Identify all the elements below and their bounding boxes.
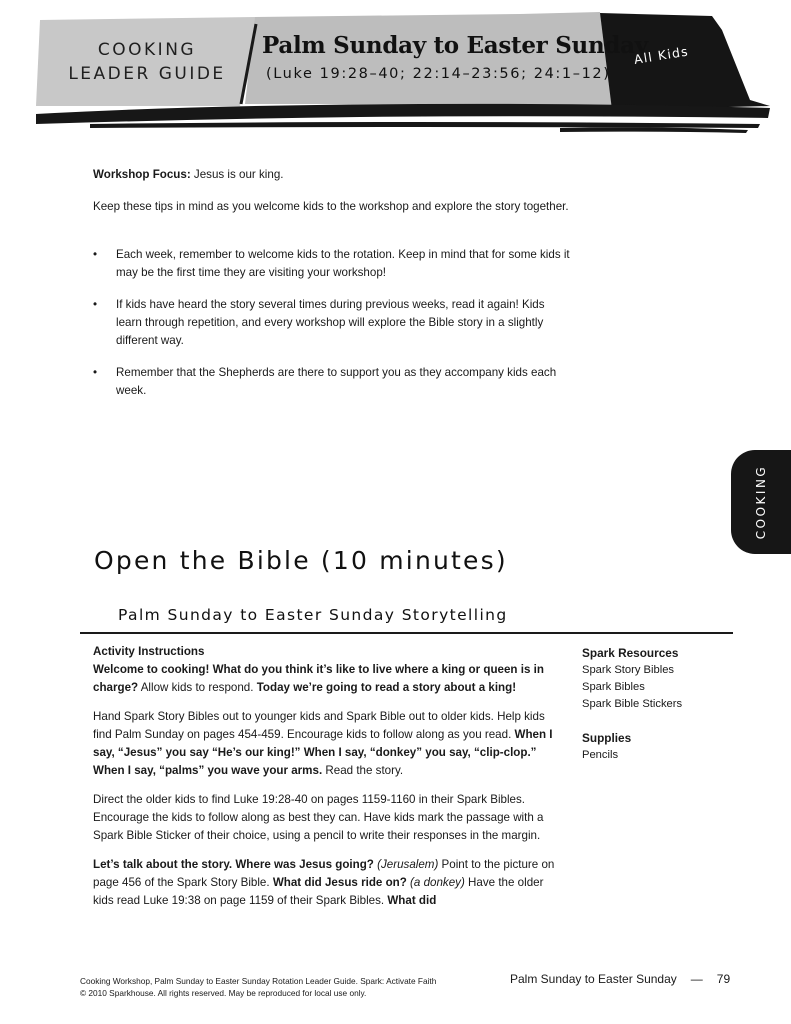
lesson-scripture-reference: (Luke 19:28–40; 22:14–23:56; 24:1–12): [266, 66, 611, 82]
activity-paragraph-3: Direct the older kids to find Luke 19:28-40 on pages 1159-1160 in their Spark Bibles. Encourage the kids to follow along as best they can. Have kids mark the passage with a Spark Bible Sticker of their choice, using a pencil to write their responses in the margin.: [93, 793, 544, 842]
subsection-title: Palm Sunday to Easter Sunday Storytelling: [118, 606, 508, 624]
guide-title: [62, 38, 232, 86]
section-divider: [80, 632, 733, 634]
activity-p1-text: Allow kids to respond.: [138, 681, 257, 694]
side-tab-label: COOKING: [754, 464, 768, 540]
section-title: Open the Bible (10 minutes): [94, 546, 508, 575]
activity-p4-bold-2: What did Jesus ride on?: [272, 876, 407, 889]
resource-item: Spark Bibles: [582, 681, 645, 693]
guide-title-line-2: LEADER GUIDE: [68, 64, 226, 84]
resource-item: Spark Story Bibles: [582, 664, 675, 676]
guide-title-line-1: COOKING: [97, 40, 197, 60]
activity-p1-bold: Welcome to cooking! What do you think it’s like to live where a king or queen is in charge?: [93, 663, 544, 694]
resources-heading: Spark Resources: [582, 646, 679, 660]
tip-item: • Each week, remember to welcome kids to the rotation. Keep in mind that for some kids it may be the first time they are visiting your workshop!: [93, 246, 571, 282]
activity-p4-bold-3: What did: [387, 894, 437, 907]
activity-p4-text-2: Have the older kids read Luke 19:38 on page 1159 of their Spark Bibles.: [93, 876, 544, 907]
tips-intro: Keep these tips in mind as you welcome kids to the workshop and explore the story together.: [93, 200, 569, 213]
workshop-focus-text: Jesus is our king.: [190, 168, 284, 181]
audience-label: All Kids: [632, 43, 690, 67]
footer-line-1: Cooking Workshop, Palm Sunday to Easter Sunday Rotation Leader Guide. Spark: Activate Faith: [80, 976, 437, 986]
activity-paragraph-2: [93, 708, 563, 780]
activity-heading: Activity Instructions: [93, 645, 205, 658]
activity-p4-italic-2: (a donkey): [406, 876, 465, 889]
workshop-focus-label: Workshop Focus:: [93, 168, 191, 181]
section-side-tab: [731, 450, 791, 554]
activity-p2-bold: When I say, “Jesus” you say “He’s our king!” When I say, “donkey” you say, “clip-clop.” When I say, “palms” you wave your arms.: [93, 728, 553, 777]
page-number: 79: [716, 972, 731, 986]
activity-paragraph-1: [93, 661, 563, 697]
activity-instructions: [93, 643, 563, 921]
activity-paragraph-4: [93, 856, 563, 910]
tip-item: • Remember that the Shepherds are there to support you as they accompany kids each week.: [93, 364, 571, 400]
tips-list: [93, 246, 571, 414]
activity-p1-bold-2: Today we’re going to read a story about a king!: [256, 681, 517, 694]
resources-sidebar: [582, 645, 732, 764]
activity-p4-bold: Let’s talk about the story. Where was Jesus going?: [93, 858, 374, 871]
activity-p4-text: Point to the picture on page 456 of the Spark Story Bible.: [93, 858, 555, 889]
activity-p2-text: Hand Spark Story Bibles out to younger kids and Spark Bible out to older kids. Help kids find Palm Sunday on pages 454-459. Encourage kids to follow along as you read.: [93, 710, 545, 741]
footer-dash: —: [690, 972, 703, 986]
footer-line-2: © 2010 Sparkhouse. All rights reserved. May be reproduced for local use only.: [80, 988, 367, 998]
workshop-focus: [93, 166, 571, 184]
supplies-heading: Supplies: [582, 731, 632, 745]
supply-item: Pencils: [582, 749, 619, 761]
page-header: [0, 0, 791, 140]
resource-item: Spark Bible Stickers: [582, 698, 683, 710]
lesson-title: Palm Sunday to Easter Sunday: [262, 32, 648, 59]
footer-copyright: [80, 975, 510, 999]
activity-p2-text-2: Read the story.: [322, 764, 404, 777]
tip-item: • If kids have heard the story several times during previous weeks, read it again! Kids learn through repetition, and every workshop will explore the Bible story in a slightly different way.: [93, 296, 571, 350]
footer-page-info: [510, 972, 730, 986]
footer-running-title: Palm Sunday to Easter Sunday: [510, 972, 677, 986]
activity-p4-italic: (Jerusalem): [373, 858, 439, 871]
